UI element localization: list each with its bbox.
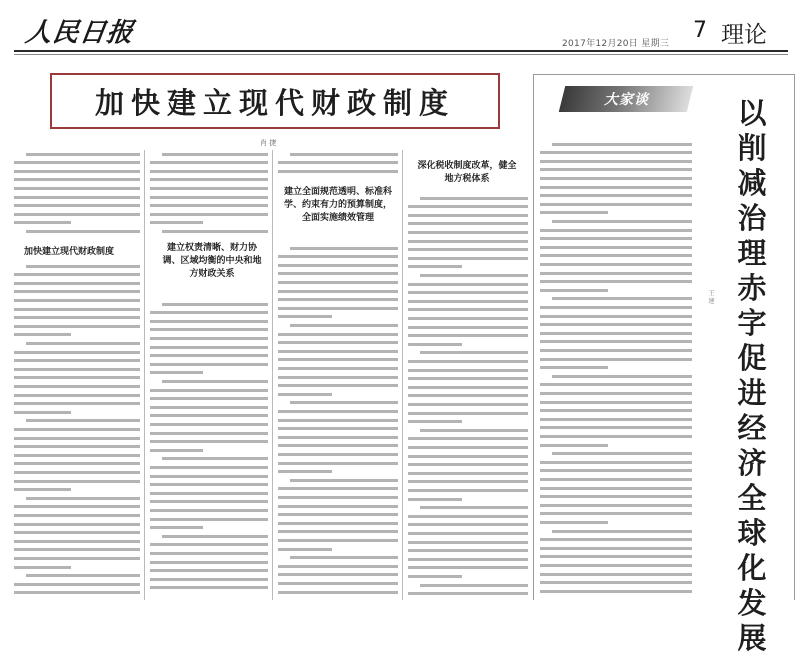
body-text-line	[150, 363, 268, 366]
body-text-line	[278, 548, 332, 551]
column-3-text	[278, 244, 398, 600]
column-banner-label: 大家谈	[603, 92, 649, 108]
body-text-line	[150, 561, 268, 564]
headline-box	[50, 73, 500, 129]
body-text-line	[278, 410, 398, 413]
body-text-line	[540, 435, 692, 438]
body-text-line	[420, 197, 528, 200]
subhead-2: 建立权责清晰、财力协调、区域均衡的中央和地方财政关系	[162, 243, 262, 279]
body-text-line	[150, 346, 268, 349]
subhead-3: 建立全面规范透明、标准科学、约束有力的预算制度，全面实施绩效管理	[284, 187, 393, 223]
body-text-line	[540, 323, 692, 326]
body-text-line	[552, 143, 692, 146]
body-text-line	[540, 332, 692, 335]
sidebar-author: 王 建	[707, 290, 714, 304]
subhead-4: 深化税收制度改革，健全地方税体系	[417, 161, 517, 184]
body-text-line	[150, 414, 268, 417]
body-text-line	[14, 591, 140, 594]
issue-date: 2017年12月20日 星期三	[562, 39, 670, 49]
body-text-line	[408, 231, 528, 234]
body-text-line	[14, 221, 71, 224]
body-text-line	[278, 307, 398, 310]
body-text-line	[540, 504, 692, 507]
sidebar-headline: 以削减治理赤字促进经济全球化发展	[737, 96, 767, 655]
body-text-line	[14, 368, 140, 371]
body-text-line	[278, 419, 398, 422]
body-text-line	[540, 564, 692, 567]
body-text-line	[278, 367, 398, 370]
body-text-line	[540, 469, 692, 472]
body-text-line	[540, 315, 692, 318]
body-text-line	[540, 555, 692, 558]
body-text-line	[540, 272, 692, 275]
body-text-line	[278, 170, 398, 173]
body-text-line	[540, 538, 692, 541]
body-text-line	[278, 513, 398, 516]
body-text-line	[150, 440, 268, 443]
body-text-line	[552, 220, 692, 223]
body-text-line	[278, 470, 332, 473]
body-text-line	[150, 221, 203, 224]
body-text-line	[150, 196, 268, 199]
body-text-line	[14, 411, 71, 414]
body-text-line	[408, 541, 528, 544]
body-text-line	[408, 515, 528, 518]
body-text-line	[150, 320, 268, 323]
body-text-line	[26, 497, 140, 500]
body-text-line	[408, 205, 528, 208]
body-text-line	[150, 432, 268, 435]
body-text-line	[408, 472, 528, 475]
body-text-line	[14, 204, 140, 207]
body-text-line	[150, 466, 268, 469]
body-text-line	[278, 496, 398, 499]
body-text-line	[278, 582, 398, 585]
body-text-line	[278, 384, 398, 387]
body-text-line	[540, 487, 692, 490]
body-text-line	[150, 586, 268, 589]
body-text-line	[14, 428, 140, 431]
body-text-line	[278, 487, 398, 490]
newspaper-logo: 人民日报	[23, 18, 136, 48]
column-divider	[402, 150, 403, 600]
subhead-1: 加快建立现代财政制度	[24, 247, 115, 257]
body-text-line	[540, 383, 692, 386]
body-text-line	[540, 229, 692, 232]
body-text-line	[552, 375, 692, 378]
body-text-line	[540, 306, 692, 309]
body-text-line	[408, 489, 528, 492]
body-text-line	[540, 211, 608, 214]
body-text-line	[150, 397, 268, 400]
body-text-line	[150, 552, 268, 555]
body-text-line	[26, 419, 140, 422]
body-text-line	[278, 281, 398, 284]
column-banner	[559, 86, 693, 112]
body-text-line	[150, 389, 268, 392]
body-text-line	[540, 573, 692, 576]
body-text-line	[540, 194, 692, 197]
column-1-text-top	[14, 150, 140, 242]
body-text-line	[540, 590, 692, 593]
body-text-line	[540, 392, 692, 395]
body-text-line	[540, 521, 608, 524]
body-text-line	[14, 282, 140, 285]
body-text-line	[278, 565, 398, 568]
column-2-text-top	[150, 150, 268, 240]
body-text-line	[278, 427, 398, 430]
body-text-line	[278, 272, 398, 275]
body-text-line	[14, 505, 140, 508]
body-text-line	[540, 254, 692, 257]
body-text-line	[278, 298, 398, 301]
body-text-line	[408, 498, 462, 501]
body-text-line	[408, 592, 528, 595]
page-number: 7	[693, 18, 707, 43]
body-text-line	[14, 462, 140, 465]
body-text-line	[408, 403, 528, 406]
body-text-line	[14, 445, 140, 448]
body-text-line	[162, 153, 268, 156]
body-text-line	[540, 237, 692, 240]
body-text-line	[278, 333, 398, 336]
body-text-line	[150, 569, 268, 572]
body-text-line	[540, 246, 692, 249]
body-text-line	[150, 423, 268, 426]
body-text-line	[150, 406, 268, 409]
column-2-text	[150, 300, 268, 600]
body-text-line	[26, 342, 140, 345]
body-text-line	[278, 462, 398, 465]
body-text-line	[150, 492, 268, 495]
body-text-line	[26, 265, 140, 268]
body-text-line	[408, 222, 528, 225]
body-text-line	[540, 177, 692, 180]
body-text-line	[540, 461, 692, 464]
masthead-rule-thin	[14, 54, 788, 55]
column-divider	[272, 150, 273, 600]
body-text-line	[408, 240, 528, 243]
body-text-line	[540, 366, 608, 369]
body-text-line	[540, 168, 692, 171]
body-text-line	[14, 196, 140, 199]
body-text-line	[540, 426, 692, 429]
body-text-line	[408, 558, 528, 561]
body-text-line	[290, 153, 398, 156]
body-text-line	[278, 264, 398, 267]
body-text-line	[540, 151, 692, 154]
body-text-line	[552, 452, 692, 455]
main-byline: 肖 捷	[260, 139, 277, 147]
body-text-line	[278, 393, 332, 396]
body-text-line	[408, 549, 528, 552]
body-text-line	[150, 578, 268, 581]
body-text-line	[540, 495, 692, 498]
body-text-line	[540, 340, 692, 343]
body-text-line	[14, 290, 140, 293]
body-text-line	[14, 454, 140, 457]
body-text-line	[14, 351, 140, 354]
body-text-line	[408, 377, 528, 380]
body-text-line	[408, 257, 528, 260]
body-text-line	[14, 161, 140, 164]
body-text-line	[278, 505, 398, 508]
body-text-line	[290, 324, 398, 327]
body-text-line	[162, 380, 268, 383]
column-3-text-top	[278, 150, 398, 182]
body-text-line	[540, 547, 692, 550]
body-text-line	[408, 300, 528, 303]
sidebar-text	[540, 140, 692, 600]
body-text-line	[540, 160, 692, 163]
body-text-line	[162, 230, 268, 233]
body-text-line	[408, 308, 528, 311]
body-text-line	[408, 214, 528, 217]
masthead-rule	[14, 50, 788, 52]
body-text-line	[162, 535, 268, 538]
body-text-line	[420, 506, 528, 509]
body-text-line	[278, 444, 398, 447]
body-text-line	[14, 316, 140, 319]
body-text-line	[278, 341, 398, 344]
body-text-line	[408, 369, 528, 372]
body-text-line	[290, 556, 398, 559]
body-text-line	[26, 230, 140, 233]
body-text-line	[540, 263, 692, 266]
body-text-line	[14, 566, 71, 569]
body-text-line	[278, 350, 398, 353]
body-text-line	[278, 530, 398, 533]
body-text-line	[150, 213, 268, 216]
body-text-line	[150, 518, 268, 521]
body-text-line	[408, 283, 528, 286]
body-text-line	[150, 328, 268, 331]
body-text-line	[408, 317, 528, 320]
body-text-line	[14, 299, 140, 302]
section-name: 理论	[721, 22, 767, 48]
body-text-line	[14, 170, 140, 173]
body-text-line	[408, 412, 528, 415]
body-text-line	[26, 153, 140, 156]
body-text-line	[14, 557, 140, 560]
body-text-line	[278, 591, 398, 594]
body-text-line	[278, 376, 398, 379]
body-text-line	[150, 170, 268, 173]
body-text-line	[290, 401, 398, 404]
body-text-line	[552, 530, 692, 533]
body-text-line	[540, 512, 692, 515]
body-text-line	[278, 315, 332, 318]
body-text-line	[14, 471, 140, 474]
body-text-line	[150, 509, 268, 512]
body-text-line	[278, 522, 398, 525]
body-text-line	[14, 333, 71, 336]
body-text-line	[150, 371, 203, 374]
body-text-line	[540, 581, 692, 584]
body-text-line	[408, 265, 462, 268]
body-text-line	[540, 401, 692, 404]
masthead	[0, 0, 800, 56]
body-text-line	[26, 574, 140, 577]
body-text-line	[162, 303, 268, 306]
body-text-line	[408, 523, 528, 526]
body-text-line	[420, 274, 528, 277]
body-text-line	[408, 343, 462, 346]
body-text-line	[150, 526, 203, 529]
body-text-line	[14, 178, 140, 181]
body-text-line	[278, 539, 398, 542]
body-text-line	[408, 575, 462, 578]
body-text-line	[540, 280, 692, 283]
body-text-line	[14, 187, 140, 190]
body-text-line	[540, 349, 692, 352]
body-text-line	[408, 360, 528, 363]
body-text-line	[150, 204, 268, 207]
body-text-line	[540, 444, 608, 447]
body-text-line	[14, 540, 140, 543]
body-text-line	[408, 334, 528, 337]
body-text-line	[420, 429, 528, 432]
body-text-line	[150, 311, 268, 314]
body-text-line	[408, 394, 528, 397]
main-headline: 加快建立现代财政制度	[94, 85, 455, 120]
body-text-line	[14, 308, 140, 311]
column-1-text	[14, 262, 140, 600]
body-text-line	[540, 358, 692, 361]
body-text-line	[278, 436, 398, 439]
body-text-line	[408, 566, 528, 569]
body-text-line	[408, 455, 528, 458]
body-text-line	[150, 354, 268, 357]
body-text-line	[14, 213, 140, 216]
body-text-line	[150, 161, 268, 164]
body-text-line	[278, 161, 398, 164]
body-text-line	[150, 475, 268, 478]
body-text-line	[408, 532, 528, 535]
body-text-line	[540, 289, 608, 292]
body-text-line	[408, 326, 528, 329]
body-text-line	[14, 437, 140, 440]
body-text-line	[14, 531, 140, 534]
body-text-line	[420, 584, 528, 587]
body-text-line	[540, 203, 692, 206]
body-text-line	[150, 500, 268, 503]
body-text-line	[150, 449, 203, 452]
body-text-line	[150, 178, 268, 181]
body-text-line	[14, 514, 140, 517]
body-text-line	[150, 483, 268, 486]
body-text-line	[14, 548, 140, 551]
body-text-line	[278, 573, 398, 576]
body-text-line	[408, 463, 528, 466]
body-text-line	[408, 437, 528, 440]
body-text-line	[278, 290, 398, 293]
body-text-line	[290, 479, 398, 482]
body-text-line	[540, 409, 692, 412]
body-text-line	[278, 358, 398, 361]
body-text-line	[408, 248, 528, 251]
column-4-text	[408, 194, 528, 600]
body-text-line	[14, 385, 140, 388]
body-text-line	[14, 325, 140, 328]
body-text-line	[150, 187, 268, 190]
body-text-line	[278, 453, 398, 456]
body-text-line	[14, 583, 140, 586]
body-text-line	[14, 523, 140, 526]
body-text-line	[420, 351, 528, 354]
body-text-line	[408, 480, 528, 483]
body-text-line	[540, 478, 692, 481]
body-text-line	[14, 480, 140, 483]
body-text-line	[14, 359, 140, 362]
body-text-line	[162, 457, 268, 460]
body-text-line	[14, 488, 71, 491]
body-text-line	[408, 420, 462, 423]
body-text-line	[14, 273, 140, 276]
body-text-line	[14, 376, 140, 379]
body-text-line	[14, 394, 140, 397]
body-text-line	[14, 402, 140, 405]
body-text-line	[408, 446, 528, 449]
body-text-line	[290, 247, 398, 250]
body-text-line	[408, 386, 528, 389]
body-text-line	[540, 186, 692, 189]
body-text-line	[150, 337, 268, 340]
body-text-line	[278, 255, 398, 258]
body-text-line	[552, 297, 692, 300]
body-text-line	[540, 418, 692, 421]
column-divider	[144, 150, 145, 600]
body-text-line	[150, 543, 268, 546]
body-text-line	[408, 291, 528, 294]
